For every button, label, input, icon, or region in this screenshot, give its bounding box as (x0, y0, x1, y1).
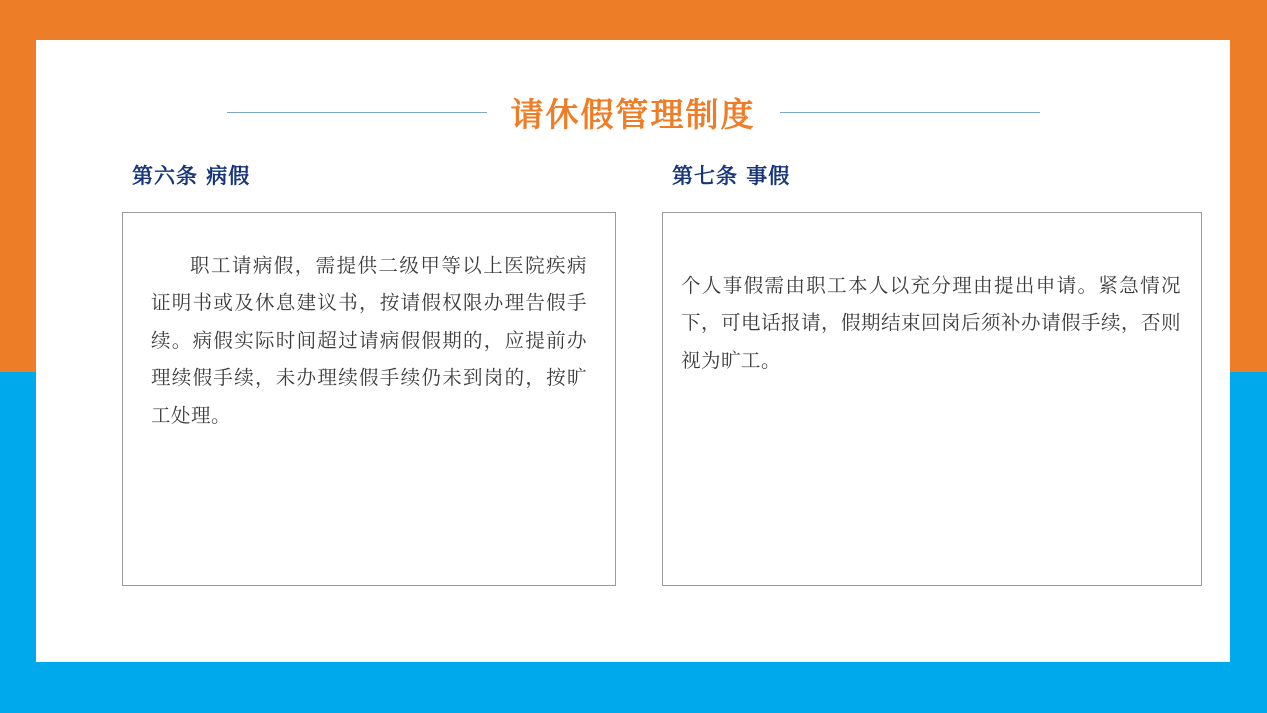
columns-container (36, 160, 1230, 650)
page-title: 请休假管理制度 (510, 94, 756, 134)
title-row (36, 86, 1230, 138)
column-article-six (122, 160, 662, 586)
column-heading-article-six: 第六条 病假 (132, 164, 251, 188)
column-article-seven (662, 160, 1202, 586)
title-rule-right (780, 112, 1040, 113)
body-text-article-seven: 个人事假需由职工本人以充分理由提出申请。紧急情况下，可电话报请，假期结束回岗后须补办请假手续，否则视为旷工。 (681, 274, 1182, 372)
text-box-article-seven (662, 212, 1202, 586)
body-text-article-six: 职工请病假，需提供二级甲等以上医院疾病证明书或及休息建议书，按请假权限办理告假手续。病假实际时间超过请病假假期的，应提前办理续假手续，未办理续假手续仍未到岗的，按旷工处理。 (151, 254, 587, 427)
title-rule-left (227, 112, 487, 113)
text-box-article-six (122, 212, 616, 586)
column-heading-article-seven: 第七条 事假 (672, 164, 791, 188)
content-card (36, 40, 1230, 662)
